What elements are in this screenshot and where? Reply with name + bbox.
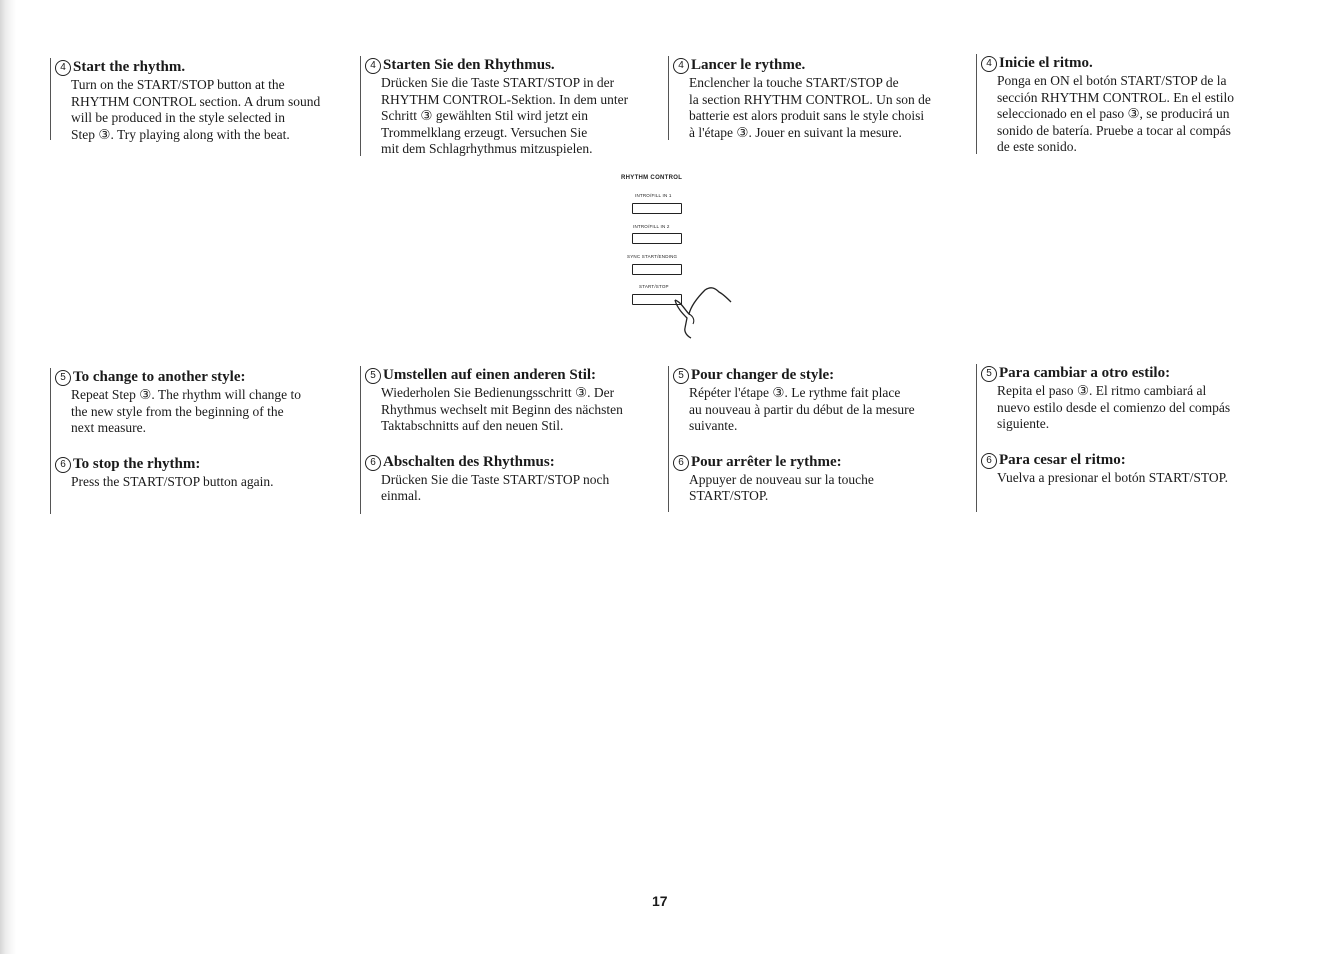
pointing-hand-icon [655,280,735,342]
step-number: 4 [981,56,997,72]
column-spanish [976,54,1258,154]
start-stop-label: START/STOP [639,284,669,289]
column-french-lower [668,366,950,512]
section-body: Repita el paso ③. El ritmo cambiará al nuevo estilo desde el comienzo del compás siguiente. [997,383,1231,431]
step-number: 5 [365,368,381,384]
column-german-lower [360,366,642,514]
intro-fill-1-label: INTRO/FILL IN 1 [635,193,672,198]
section-title: Start the rhythm. [73,59,186,75]
step-number: 5 [981,366,997,382]
page-number: 17 [652,893,668,909]
section-title: Lancer le rythme. [691,57,806,73]
column-english-lower [50,368,332,514]
section-title: Para cambiar a otro estilo: [999,365,1171,381]
section-heading [673,56,950,74]
step-number: 6 [365,455,381,471]
section-body: Repeat Step ③. The rhythm will change to the new style from the beginning of the next measure. [71,387,302,435]
section-body: Enclencher la touche START/STOP de la section RHYTHM CONTROL. Un son de batterie est alors produit sans le style choisi à l'étape ③. Jouer en suivant la mesure. [689,75,931,140]
section-body: Ponga en ON el botón START/STOP de la sección RHYTHM CONTROL. En el estilo seleccionado en el paso ③, se producirá un sonido de batería. Pruebe a tocar al compás de este sonido. [997,73,1234,154]
step-number: 6 [673,455,689,471]
section-body: Vuelva a presionar el botón START/STOP. [997,469,1229,485]
column-spanish-lower [976,364,1258,512]
section-stop-de [369,453,642,505]
step-number: 6 [55,457,71,473]
section-title: Umstellen auf einen anderen Stil: [383,367,597,383]
section-start-fr [677,56,950,141]
intro-fill-2-button [632,233,682,244]
section-stop-en [59,455,332,491]
column-german [360,56,642,156]
section-stop-es [985,451,1258,487]
intro-fill-2-label: INTRO/FILL IN 2 [633,224,670,229]
section-body: Drücken Sie die Taste START/STOP noch einmal. [381,471,610,503]
section-heading [365,453,642,471]
panel-title: RHYTHM CONTROL [621,175,683,181]
column-french [668,56,950,140]
sync-start-ending-label: SYNC START/ENDING [627,254,678,259]
column-english [50,58,332,140]
section-heading [365,56,642,74]
section-heading [673,453,950,471]
section-heading [55,455,332,473]
rhythm-control-panel-illustration [605,170,735,350]
section-heading [55,368,332,386]
step-number: 5 [673,368,689,384]
sync-start-ending-button [632,264,682,275]
section-body: Drücken Sie die Taste START/STOP in der RHYTHM CONTROL-Sektion. In dem unter Schritt ③ gewählten Stil wird jetzt ein Trommelklang erzeugt. Versuchen Sie mit dem Schlagrhythmus mitzuspielen. [381,75,629,156]
section-title: To change to another style: [73,369,246,385]
section-start-de [369,56,642,158]
section-title: Abschalten des Rhythmus: [383,453,555,470]
section-body: Wiederholen Sie Bedienungsschritt ③. Der Rhythmus wechselt mit Beginn des nächsten Taktabschnitts auf den neuen Stil. [381,385,623,433]
step-number: 4 [365,58,381,74]
section-change-fr [677,366,950,435]
section-start-en [59,58,332,143]
section-change-en [59,368,332,437]
intro-fill-1-button [632,203,682,214]
section-title: To stop the rhythm: [73,455,201,472]
section-heading [981,364,1258,382]
step-number: 6 [981,453,997,469]
section-title: Inicie el ritmo. [999,55,1093,71]
section-change-de [369,366,642,435]
section-start-es [985,54,1258,156]
section-heading [55,58,332,76]
section-heading [365,366,642,384]
section-title: Pour arrêter le rythme: [691,453,842,470]
section-title: Pour changer de style: [691,367,835,383]
section-heading [981,54,1258,72]
step-number: 5 [55,370,71,386]
step-number: 4 [55,60,71,76]
section-change-es [985,364,1258,433]
section-body: Press the START/STOP button again. [71,473,274,489]
section-title: Starten Sie den Rhythmus. [383,57,555,73]
scan-edge [0,0,16,954]
section-heading [673,366,950,384]
section-body: Appuyer de nouveau sur la touche START/STOP. [689,471,874,503]
section-stop-fr [677,453,950,505]
section-body: Turn on the START/STOP button at the RHYTHM CONTROL section. A drum sound will be produced in the style selected in Step ③. Try playing along with the beat. [71,77,321,142]
section-title: Para cesar el ritmo: [999,451,1126,468]
section-heading [981,451,1258,469]
step-number: 4 [673,58,689,74]
section-body: Répéter l'étape ③. Le rythme fait place au nouveau à partir du début de la mesure suivante. [689,385,915,433]
